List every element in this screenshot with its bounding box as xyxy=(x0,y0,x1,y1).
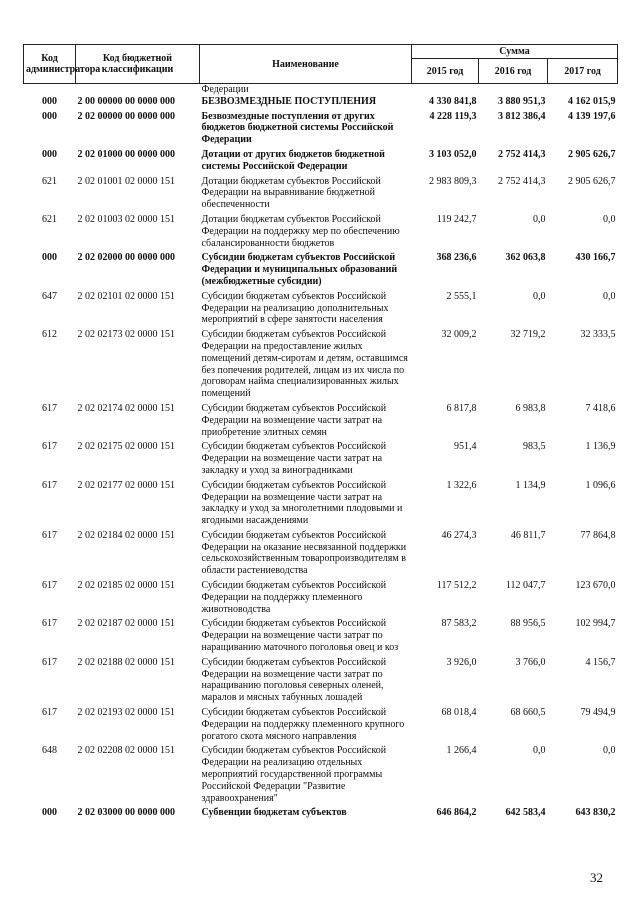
sum-2017-cell xyxy=(548,84,618,96)
sum-2016-cell: 3 766,0 xyxy=(515,656,546,668)
sum-2016-cell: 88 956,5 xyxy=(510,618,546,630)
admin-code-cell: 648 xyxy=(42,745,57,757)
budget-code-cell: 2 02 02208 02 0000 151 xyxy=(77,745,175,757)
sum-2016-cell: 0,0 xyxy=(533,745,546,757)
sum-2017-cell: 643 830,2 xyxy=(575,807,616,819)
budget-code-cell: 2 02 02185 02 0000 151 xyxy=(77,580,175,592)
name-cell: Безвозмездные поступления от других бюджетов бюджетной системы Российской Федерации xyxy=(201,110,394,146)
sum-2017-cell: 7 418,6 xyxy=(585,402,616,414)
table-row xyxy=(24,403,618,438)
budget-code-cell: 2 02 02193 02 0000 151 xyxy=(77,707,175,719)
table-row xyxy=(24,96,618,108)
admin-code-cell: 000 xyxy=(42,148,57,160)
table-row xyxy=(24,252,618,287)
sum-2016-cell: 46 811,7 xyxy=(510,529,546,541)
admin-code-cell: 000 xyxy=(42,95,57,107)
sum-2017-cell: 1 136,9 xyxy=(585,441,616,453)
header-year-2016: 2016 год xyxy=(479,59,548,84)
sum-2015-cell: 6 817,8 xyxy=(446,402,477,414)
table-row xyxy=(24,807,618,819)
sum-2015-cell: 646 864,2 xyxy=(436,807,477,819)
sum-2016-cell: 362 063,8 xyxy=(505,252,546,264)
header-year-2017: 2017 год xyxy=(548,59,618,84)
admin-code-cell: 617 xyxy=(42,656,57,668)
name-cell: Дотации бюджетам субъектов Российской Федерации на выравнивание бюджетной обеспеченности xyxy=(201,175,381,211)
sum-2015-cell: 32 009,2 xyxy=(441,329,477,341)
name-cell: Субсидии бюджетам субъектов Российской Федерации на реализацию отдельных мероприятий государственной программы Российской Федерации "Развитие здравоохранения" xyxy=(201,745,387,804)
budget-code-cell: 2 02 00000 00 0000 000 xyxy=(77,110,175,122)
sum-2016-cell: 3 812 386,4 xyxy=(498,110,546,122)
sum-2015-cell: 119 242,7 xyxy=(436,213,477,225)
sum-2017-cell: 0,0 xyxy=(603,290,616,302)
name-cell: Субсидии бюджетам субъектов Российской Федерации на поддержку племенного крупного рогатого скота мясного направления xyxy=(201,707,405,742)
name-cell: Субсидии бюджетам субъектов Российской Федерации и муниципальных образований (межбюджетные субсидии) xyxy=(201,252,398,287)
budget-code-cell: 2 02 02187 02 0000 151 xyxy=(77,618,175,630)
page-number: 32 xyxy=(590,870,603,885)
table-row xyxy=(24,291,618,326)
name-cell: Субсидии бюджетам субъектов Российской Федерации на оказание несвязанной поддержки сельскохозяйственным товаропроизводителям в области растениеводства xyxy=(201,529,407,577)
table-row xyxy=(24,618,618,653)
table-header xyxy=(24,45,618,84)
budget-code-cell xyxy=(76,84,200,96)
budget-code-cell: 2 02 02173 02 0000 151 xyxy=(77,329,175,341)
sum-2015-cell: 4 228 119,3 xyxy=(429,110,477,122)
sum-2016-cell: 112 047,7 xyxy=(505,580,546,592)
table-row xyxy=(24,84,618,96)
sum-2015-cell: 1 266,4 xyxy=(446,745,477,757)
sum-2017-cell: 4 139 197,6 xyxy=(568,110,616,122)
admin-code-cell: 621 xyxy=(42,213,57,225)
sum-2016-cell: 642 583,4 xyxy=(505,807,546,819)
sum-2016-cell: 6 983,8 xyxy=(515,402,546,414)
name-cell: Дотации бюджетам субъектов Российской Федерации на поддержку мер по обеспечению сбалансированности бюджетов xyxy=(201,213,400,249)
budget-code-cell: 2 02 02184 02 0000 151 xyxy=(77,529,175,541)
name-cell: Субсидии бюджетам субъектов Российской Федерации на возмещение части затрат на приобретение элитных семян xyxy=(201,402,387,438)
admin-code-cell: 617 xyxy=(42,402,57,414)
sum-2017-cell: 77 864,8 xyxy=(580,529,616,541)
sum-2016-cell: 32 719,2 xyxy=(510,329,546,341)
sum-2015-cell: 2 983 809,3 xyxy=(429,175,477,187)
sum-2017-cell: 2 905 626,7 xyxy=(568,148,616,160)
admin-code-cell: 617 xyxy=(42,441,57,453)
sum-2017-cell: 102 994,7 xyxy=(575,618,616,630)
budget-code-cell: 2 02 01000 00 0000 000 xyxy=(77,148,175,160)
sum-2015-cell: 1 322,6 xyxy=(446,479,477,491)
name-cell: Субсидии бюджетам субъектов Российской Федерации на возмещение части затрат на закладку и уход за виноградниками xyxy=(201,441,387,476)
name-cell: Субсидии бюджетам субъектов Российской Федерации на возмещение части затрат по наращиванию поголовья северных оленей, маралов и мясных табунных лошадей xyxy=(201,656,387,704)
sum-2016-cell: 2 752 414,3 xyxy=(498,148,546,160)
table-row xyxy=(24,214,618,249)
sum-2017-cell: 2 905 626,7 xyxy=(568,175,616,187)
name-cell: Субсидии бюджетам субъектов Российской Федерации на реализацию дополнительных мероприятий в сфере занятости населения xyxy=(201,290,389,326)
name-cell: Субвенции бюджетам субъектов xyxy=(201,807,347,819)
name-cell: Субсидии бюджетам субъектов Российской Федерации на поддержку племенного животноводства xyxy=(201,580,387,615)
header-admin-code: Код администратора xyxy=(24,45,76,84)
admin-code-cell: 617 xyxy=(42,580,57,592)
table-row xyxy=(24,480,618,527)
sum-2017-cell: 4 156,7 xyxy=(585,656,616,668)
table-row xyxy=(24,745,618,804)
sum-2016-cell: 68 660,5 xyxy=(510,707,546,719)
header-budget-code: Код бюджетной классификации xyxy=(76,45,200,84)
budget-code-cell: 2 02 02101 02 0000 151 xyxy=(77,290,175,302)
sum-2015-cell: 68 018,4 xyxy=(441,707,477,719)
sum-2016-cell: 983,5 xyxy=(523,441,546,453)
admin-code-cell: 612 xyxy=(42,329,57,341)
budget-table xyxy=(23,44,618,819)
sum-2016-cell: 2 752 414,3 xyxy=(498,175,546,187)
budget-code-cell: 2 02 02174 02 0000 151 xyxy=(77,402,175,414)
sum-2017-cell: 123 670,0 xyxy=(575,580,616,592)
sum-2017-cell: 430 166,7 xyxy=(575,252,616,264)
sum-2015-cell: 4 330 841,8 xyxy=(429,95,477,107)
table-row xyxy=(24,111,618,146)
admin-code-cell: 000 xyxy=(42,110,57,122)
admin-code-cell: 000 xyxy=(42,252,57,264)
sum-2016-cell: 1 134,9 xyxy=(515,479,546,491)
table-row xyxy=(24,149,618,173)
sum-2015-cell: 87 583,2 xyxy=(441,618,477,630)
budget-code-cell: 2 02 02000 00 0000 000 xyxy=(77,252,175,264)
header-year-2015: 2015 год xyxy=(412,59,479,84)
sum-2016-cell xyxy=(479,84,548,96)
name-cell: Дотации от других бюджетов бюджетной системы Российской Федерации xyxy=(201,148,385,172)
budget-code-cell: 2 02 02188 02 0000 151 xyxy=(77,656,175,668)
name-cell: БЕЗВОЗМЕЗДНЫЕ ПОСТУПЛЕНИЯ xyxy=(201,95,377,107)
sum-2017-cell: 1 096,6 xyxy=(585,479,616,491)
admin-code-cell: 647 xyxy=(42,290,57,302)
sum-2017-cell: 4 162 015,9 xyxy=(568,95,616,107)
budget-code-cell: 2 02 03000 00 0000 000 xyxy=(77,807,175,819)
admin-code-cell: 617 xyxy=(42,479,57,491)
sum-2016-cell: 0,0 xyxy=(533,290,546,302)
sum-2017-cell: 32 333,5 xyxy=(580,329,616,341)
sum-2016-cell: 0,0 xyxy=(533,213,546,225)
sum-2015-cell: 368 236,6 xyxy=(436,252,477,264)
table-row xyxy=(24,580,618,615)
budget-code-cell: 2 02 01003 02 0000 151 xyxy=(77,213,175,225)
admin-code-cell: 617 xyxy=(42,529,57,541)
sum-2015-cell: 3 926,0 xyxy=(446,656,477,668)
header-name: Наименование xyxy=(200,45,412,84)
admin-code-cell: 000 xyxy=(42,807,57,819)
budget-code-cell: 2 02 02175 02 0000 151 xyxy=(77,441,175,453)
sum-2015-cell: 951,4 xyxy=(454,441,477,453)
table-row xyxy=(24,707,618,742)
admin-code-cell xyxy=(24,84,76,96)
table-row xyxy=(24,329,618,400)
table-row xyxy=(24,441,618,476)
name-cell: Субсидии бюджетам субъектов Российской Федерации на возмещение части затрат на закладку и уход за многолетними плодовыми и ягодными насаждениями xyxy=(201,479,403,527)
table-row xyxy=(24,657,618,704)
admin-code-cell: 617 xyxy=(42,707,57,719)
table-body xyxy=(24,84,618,820)
budget-code-cell: 2 00 00000 00 0000 000 xyxy=(77,95,175,107)
name-cell: Субсидии бюджетам субъектов Российской Федерации на возмещение части затрат по наращиванию маточного поголовья овец и коз xyxy=(201,618,399,654)
sum-2017-cell: 0,0 xyxy=(603,213,616,225)
sum-2017-cell: 0,0 xyxy=(603,745,616,757)
table-row xyxy=(24,530,618,577)
header-sum: Сумма xyxy=(412,45,618,59)
budget-code-cell: 2 02 02177 02 0000 151 xyxy=(77,479,175,491)
sum-2015-cell xyxy=(412,84,479,96)
sum-2015-cell: 3 103 052,0 xyxy=(429,148,477,160)
admin-code-cell: 621 xyxy=(42,175,57,187)
budget-code-cell: 2 02 01001 02 0000 151 xyxy=(77,175,175,187)
sum-2015-cell: 117 512,2 xyxy=(436,580,477,592)
table-row xyxy=(24,176,618,211)
sum-2016-cell: 3 880 951,3 xyxy=(498,95,546,107)
sum-2017-cell: 79 494,9 xyxy=(580,707,616,719)
name-cell: Федерации xyxy=(201,84,249,95)
sum-2015-cell: 46 274,3 xyxy=(441,529,477,541)
admin-code-cell: 617 xyxy=(42,618,57,630)
sum-2015-cell: 2 555,1 xyxy=(446,290,477,302)
name-cell: Субсидии бюджетам субъектов Российской Федерации на предоставление жилых помещений детям-сиротам и детям, оставшимся без попечения родителей, лицам из их числа по договорам найма специализированных жилых помещений xyxy=(201,329,408,400)
